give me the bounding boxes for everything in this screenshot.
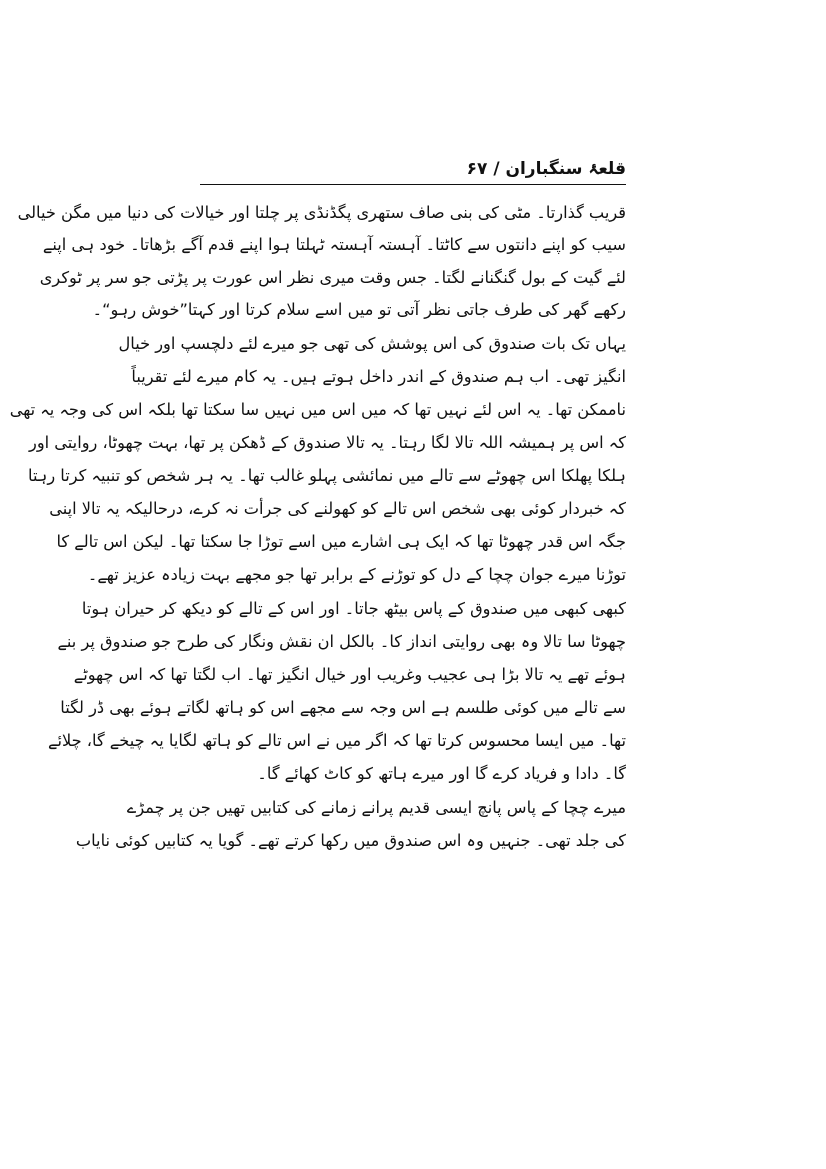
text-line: کہ خبردار کوئی بھی شخص اس تالے کو کھولنے کی جرأت نہ کرے، درحالیکہ یہ تالا اپنی	[49, 499, 626, 518]
text-line: یہاں تک بات صندوق کی اس پوشش کی تھی جو میرے لئے دلچسپ اور خیال	[118, 334, 626, 353]
text-line: رکھے گھر کی طرف جاتی نظر آتی تو میں اسے سلام کرتا اور کہتا”خوش رہو“۔	[92, 300, 626, 319]
text-line: انگیز تھی۔ اب ہم صندوق کے اندر داخل ہوتے ہیں۔ یہ کام میرے لئے تقریباً	[131, 367, 626, 386]
text-line: ہلکا پھلکا اس چھوٹے سے تالے میں نمائشی پہلو غالب تھا۔ یہ ہر شخص کو تنبیہ کرتا رہتا	[28, 466, 626, 485]
text-line: میرے چچا کے پاس پانچ ایسی قدیم پرانے زمانے کی کتابیں تھیں جن پر چمڑے	[126, 798, 626, 817]
text-line: جگہ اس قدر چھوٹا تھا کہ ایک ہی اشارے میں اسے توڑا جا سکتا تھا۔ لیکن اس تالے کا	[56, 532, 626, 551]
text-line: گا۔ دادا و فریاد کرے گا اور میرے ہاتھ کو کاٹ کھائے گا۔	[257, 764, 626, 783]
running-header-title: قلعۂ سنگباران / ۶۷	[466, 159, 626, 179]
text-line: لئے گیت کے بول گنگنانے لگتا۔ جس وقت میری نظر اس عورت پر پڑتی جو سر پر ٹوکری	[39, 268, 626, 287]
text-line: ناممکن تھا۔ یہ اس لئے نہیں تھا کہ میں اس میں نہیں سا سکتا تھا بلکہ اس کی وجہ یہ تھی	[9, 400, 626, 419]
text-line: سے تالے میں کوئی طلسم ہے اس وجہ سے مجھے اس کو ہاتھ لگاتے ہوئے بھی ڈر لگتا	[60, 698, 626, 717]
text-line: کہ اس پر ہمیشہ اللہ تالا لگا رہتا۔ یہ تالا صندوق کے ڈھکن پر تھا، بہت چھوٹا، روایتی اور	[29, 433, 626, 452]
text-line: قریب گذارتا۔ مٹی کی بنی صاف ستھری پگڈنڈی پر چلتا اور خیالات کی دنیا میں مگن خیالی	[17, 203, 626, 222]
text-line: تھا۔ میں ایسا محسوس کرتا تھا کہ اگر میں نے اس تالے کو ہاتھ لگایا یہ چیخے گا، چلائے	[47, 731, 626, 750]
page-header	[200, 156, 626, 186]
text-line: توڑنا میرے جوان چچا کے دل کو توڑنے کے برابر تھا جو مجھے بہت زیادہ عزیز تھے۔	[87, 565, 626, 584]
text-line: ہوئے تھے یہ تالا بڑا ہی عجیب وغریب اور خیال انگیز تھا۔ اب لگتا تھا کہ اس چھوٹے	[73, 665, 626, 684]
text-line: کی جلد تھی۔ جنہیں وہ اس صندوق میں رکھا کرتے تھے۔ گویا یہ کتابیں کوئی نایاب	[75, 831, 626, 850]
header-rule	[200, 184, 626, 185]
text-line: کبھی کبھی میں صندوق کے پاس بیٹھ جاتا۔ اور اس کے تالے کو دیکھ کر حیران ہوتا	[81, 599, 626, 618]
text-line: سیب کو اپنے دانتوں سے کاٹتا۔ آہستہ آہستہ ٹہلتا ہوا اپنے قدم آگے بڑھاتا۔ خود ہی اپنے	[42, 235, 626, 254]
text-line: چھوٹا سا تالا وہ بھی روایتی انداز کا۔ بالکل ان نقش ونگار کی طرح جو صندوق پر بنے	[57, 632, 626, 651]
